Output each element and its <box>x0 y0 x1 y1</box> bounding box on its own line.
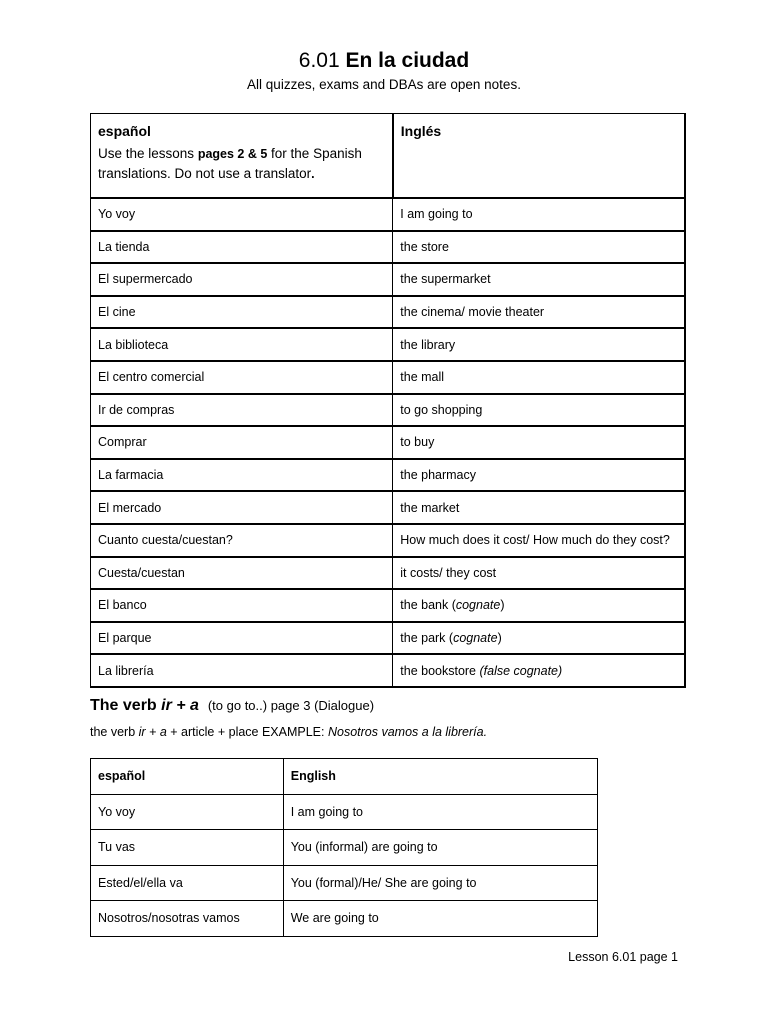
spanish-text: Tu vas <box>98 840 136 855</box>
spanish-text: Cuesta/cuestan <box>98 565 185 580</box>
table-row <box>91 328 686 361</box>
note-text-end: for the Spanish translations. Do not use a translator <box>98 146 362 181</box>
english-tail: ) <box>500 598 505 613</box>
english-text: the library <box>400 337 456 352</box>
english-term <box>393 589 685 622</box>
english-text: You (informal) are going to <box>290 840 438 855</box>
spanish-form <box>91 830 284 866</box>
vocabulary-header-left <box>91 114 393 199</box>
english-note: (false cognate) <box>479 663 563 678</box>
spanish-term <box>91 394 393 427</box>
spanish-form <box>91 794 284 830</box>
table-row <box>91 557 686 590</box>
spanish-text: La farmacia <box>98 468 164 483</box>
spanish-text: El centro comercial <box>98 370 205 385</box>
english-form <box>283 830 597 866</box>
spanish-term <box>91 622 393 655</box>
english-text: I am going to <box>290 804 363 819</box>
english-text: the supermarket <box>400 272 491 287</box>
conjugation-table <box>90 758 598 937</box>
english-term <box>393 296 685 329</box>
instruction-note <box>98 144 392 184</box>
spanish-term <box>91 361 393 394</box>
vocabulary-header-right <box>393 114 685 199</box>
verb-title-hint: (to go to..) page 3 (Dialogue) <box>207 698 375 713</box>
spanish-text: El parque <box>98 631 152 646</box>
note-pages: pages 2 & 5 <box>197 147 268 161</box>
english-tail: ) <box>497 631 502 646</box>
table-row <box>91 589 686 622</box>
spanish-term <box>91 198 393 231</box>
english-text: the bookstore <box>400 663 480 678</box>
spanish-text: El supermercado <box>98 272 193 287</box>
spanish-term <box>91 459 393 492</box>
spanish-text: La biblioteca <box>98 337 169 352</box>
vocabulary-rows <box>91 198 686 687</box>
spanish-text: El cine <box>98 305 136 320</box>
spanish-text: Ir de compras <box>98 402 175 417</box>
conjugation-header-right: English <box>283 759 597 795</box>
spanish-text: Ested/el/ella va <box>98 875 183 890</box>
conjugation-rows <box>91 794 598 936</box>
table-row <box>91 296 686 329</box>
english-form <box>283 901 597 937</box>
table-row <box>91 459 686 492</box>
conjugation-header-left: español <box>91 759 284 795</box>
table-row <box>91 394 686 427</box>
spanish-form <box>91 865 284 901</box>
verb-section-description <box>90 723 487 741</box>
desc-part-1: the verb <box>90 725 139 739</box>
table-row <box>91 361 686 394</box>
vocabulary-header-row <box>91 114 686 199</box>
english-term <box>393 557 685 590</box>
english-text: the store <box>400 239 449 254</box>
english-note: cognate <box>453 631 498 646</box>
table-row <box>91 622 686 655</box>
english-form <box>283 794 597 830</box>
table-row <box>91 654 686 687</box>
english-text: How much does it cost/ How much do they cost? <box>400 533 670 548</box>
spanish-form <box>91 901 284 937</box>
english-term <box>393 459 685 492</box>
spanish-text: Yo voy <box>98 207 136 222</box>
english-term <box>393 263 685 296</box>
english-text: the cinema/ movie theater <box>400 305 545 320</box>
spanish-term <box>91 296 393 329</box>
column-label-spanish: español <box>98 123 151 139</box>
english-term <box>393 361 685 394</box>
english-text: to go shopping <box>400 402 483 417</box>
spanish-text: La librería <box>98 663 154 678</box>
english-term <box>393 426 685 459</box>
verb-title-bold: The verb <box>90 697 162 714</box>
conjugation-header-row <box>91 759 598 795</box>
verb-section-title <box>90 696 374 716</box>
desc-part-2: + article + place EXAMPLE: <box>166 725 328 739</box>
table-row <box>91 491 686 524</box>
lesson-name: En la ciudad <box>345 49 470 72</box>
page-subtitle: All quizzes, exams and DBAs are open notes. <box>247 77 521 92</box>
spanish-term <box>91 328 393 361</box>
english-form <box>283 865 597 901</box>
english-term <box>393 524 685 557</box>
table-row <box>91 426 686 459</box>
english-text: I am going to <box>400 207 473 222</box>
english-text: the bank ( <box>400 598 456 613</box>
english-text: the market <box>400 500 460 515</box>
english-text: the mall <box>400 370 445 385</box>
spanish-term <box>91 654 393 687</box>
spanish-term <box>91 524 393 557</box>
english-term <box>393 328 685 361</box>
english-term <box>393 622 685 655</box>
spanish-text: El banco <box>98 598 147 613</box>
verb-title-italic: ir + a <box>161 697 199 714</box>
spanish-text: Cuanto cuesta/cuestan? <box>98 533 233 548</box>
english-text: the pharmacy <box>400 468 476 483</box>
lesson-number: 6.01 <box>298 49 340 72</box>
english-term <box>393 394 685 427</box>
english-text: You (formal)/He/ She are going to <box>290 875 477 890</box>
vocabulary-table <box>90 113 686 688</box>
english-term <box>393 198 685 231</box>
english-term <box>393 231 685 264</box>
page-title <box>0 48 768 74</box>
spanish-text: La tienda <box>98 239 150 254</box>
table-row <box>91 198 686 231</box>
table-row <box>91 865 598 901</box>
english-text: to buy <box>400 435 435 450</box>
table-row <box>91 524 686 557</box>
spanish-text: El mercado <box>98 500 162 515</box>
english-text: We are going to <box>290 911 379 926</box>
desc-example: Nosotros vamos a la librería. <box>327 725 488 739</box>
table-row <box>91 830 598 866</box>
table-row <box>91 231 686 264</box>
spanish-term <box>91 263 393 296</box>
desc-verb: ir + a <box>138 725 167 739</box>
note-period: . <box>311 167 315 181</box>
english-term <box>393 654 685 687</box>
table-row <box>91 794 598 830</box>
english-text: it costs/ they cost <box>400 565 497 580</box>
english-note: cognate <box>455 598 501 613</box>
table-row <box>91 901 598 937</box>
spanish-term <box>91 426 393 459</box>
spanish-term <box>91 557 393 590</box>
table-row <box>91 263 686 296</box>
spanish-term <box>91 231 393 264</box>
page-footer: Lesson 6.01 page 1 <box>568 950 678 964</box>
english-term <box>393 491 685 524</box>
column-label-english: Inglés <box>400 123 442 139</box>
spanish-text: Comprar <box>98 435 147 450</box>
note-text-start: Use the lessons <box>98 146 198 161</box>
spanish-text: Yo voy <box>98 804 136 819</box>
english-text: the park ( <box>400 631 454 646</box>
spanish-term <box>91 491 393 524</box>
spanish-text: Nosotros/nosotras vamos <box>98 911 240 926</box>
spanish-term <box>91 589 393 622</box>
